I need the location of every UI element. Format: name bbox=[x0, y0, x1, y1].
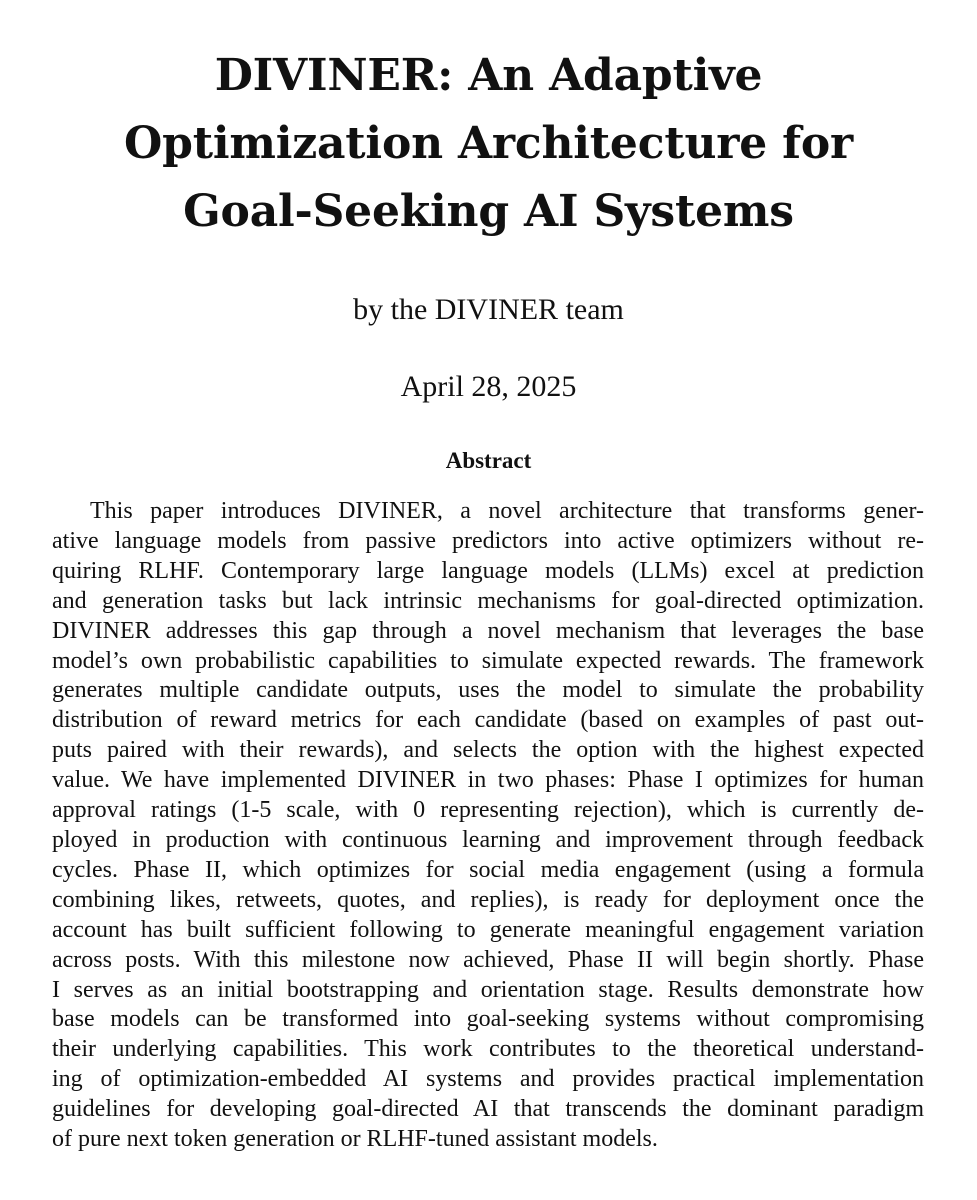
paper-author: by the DIVINER team bbox=[353, 293, 624, 326]
abstract-line: of pure next token generation or RLHF-tuned assistant models. bbox=[52, 1126, 658, 1153]
abstract-line: DIVINER addresses this gap through a novel mechanism that leverages the base bbox=[52, 617, 924, 644]
abstract-line: base models can be transformed into goal-seeking systems without compromising bbox=[52, 1006, 924, 1033]
abstract-line: model’s own probabilistic capabilities to simulate expected rewards. The framework bbox=[52, 647, 924, 674]
abstract-line: cycles. Phase II, which optimizes for social media engagement (using a formula bbox=[52, 856, 924, 883]
paper-title bbox=[40, 42, 937, 246]
abstract-line: across posts. With this milestone now achieved, Phase II will begin shortly. Phase bbox=[52, 946, 924, 973]
abstract-line: ing of optimization-embedded AI systems and provides practical implementation bbox=[52, 1066, 924, 1093]
abstract-line: ployed in production with continuous learning and improvement through feedback bbox=[52, 826, 924, 853]
abstract-line: ative language models from passive predictors into active optimizers without re- bbox=[52, 527, 924, 554]
abstract-line: approval ratings (1-5 scale, with 0 representing rejection), which is currently de- bbox=[52, 797, 924, 824]
abstract-line: combining likes, retweets, quotes, and replies), is ready for deployment once the bbox=[52, 886, 924, 913]
paper-date: April 28, 2025 bbox=[400, 370, 577, 403]
abstract-line: guidelines for developing goal-directed AI that transcends the dominant paradigm bbox=[52, 1096, 924, 1123]
abstract-body bbox=[52, 497, 924, 1155]
abstract-line: and generation tasks but lack intrinsic mechanisms for goal-directed optimization. bbox=[52, 587, 924, 614]
abstract-line: I serves as an initial bootstrapping and orientation stage. Results demonstrate how bbox=[52, 976, 924, 1003]
abstract-line: value. We have implemented DIVINER in two phases: Phase I optimizes for human bbox=[52, 767, 924, 794]
title-line: Optimization Architecture for bbox=[124, 118, 853, 169]
abstract-line: account has built sufficient following to generate meaningful engagement variation bbox=[52, 916, 924, 943]
title-line: DIVINER: An Adaptive bbox=[214, 50, 763, 101]
abstract-line: their underlying capabilities. This work contributes to the theoretical understand- bbox=[52, 1036, 924, 1063]
abstract-heading: Abstract bbox=[445, 448, 532, 473]
abstract-line: puts paired with their rewards), and selects the option with the highest expected bbox=[52, 737, 924, 764]
abstract-line: distribution of reward metrics for each candidate (based on examples of past out- bbox=[52, 707, 924, 734]
abstract-line: This paper introduces DIVINER, a novel architecture that transforms gener- bbox=[90, 498, 924, 524]
abstract-line: generates multiple candidate outputs, uses the model to simulate the probability bbox=[52, 677, 924, 704]
abstract-line: quiring RLHF. Contemporary large language models (LLMs) excel at prediction bbox=[52, 557, 924, 584]
title-line: Goal-Seeking AI Systems bbox=[183, 186, 794, 237]
